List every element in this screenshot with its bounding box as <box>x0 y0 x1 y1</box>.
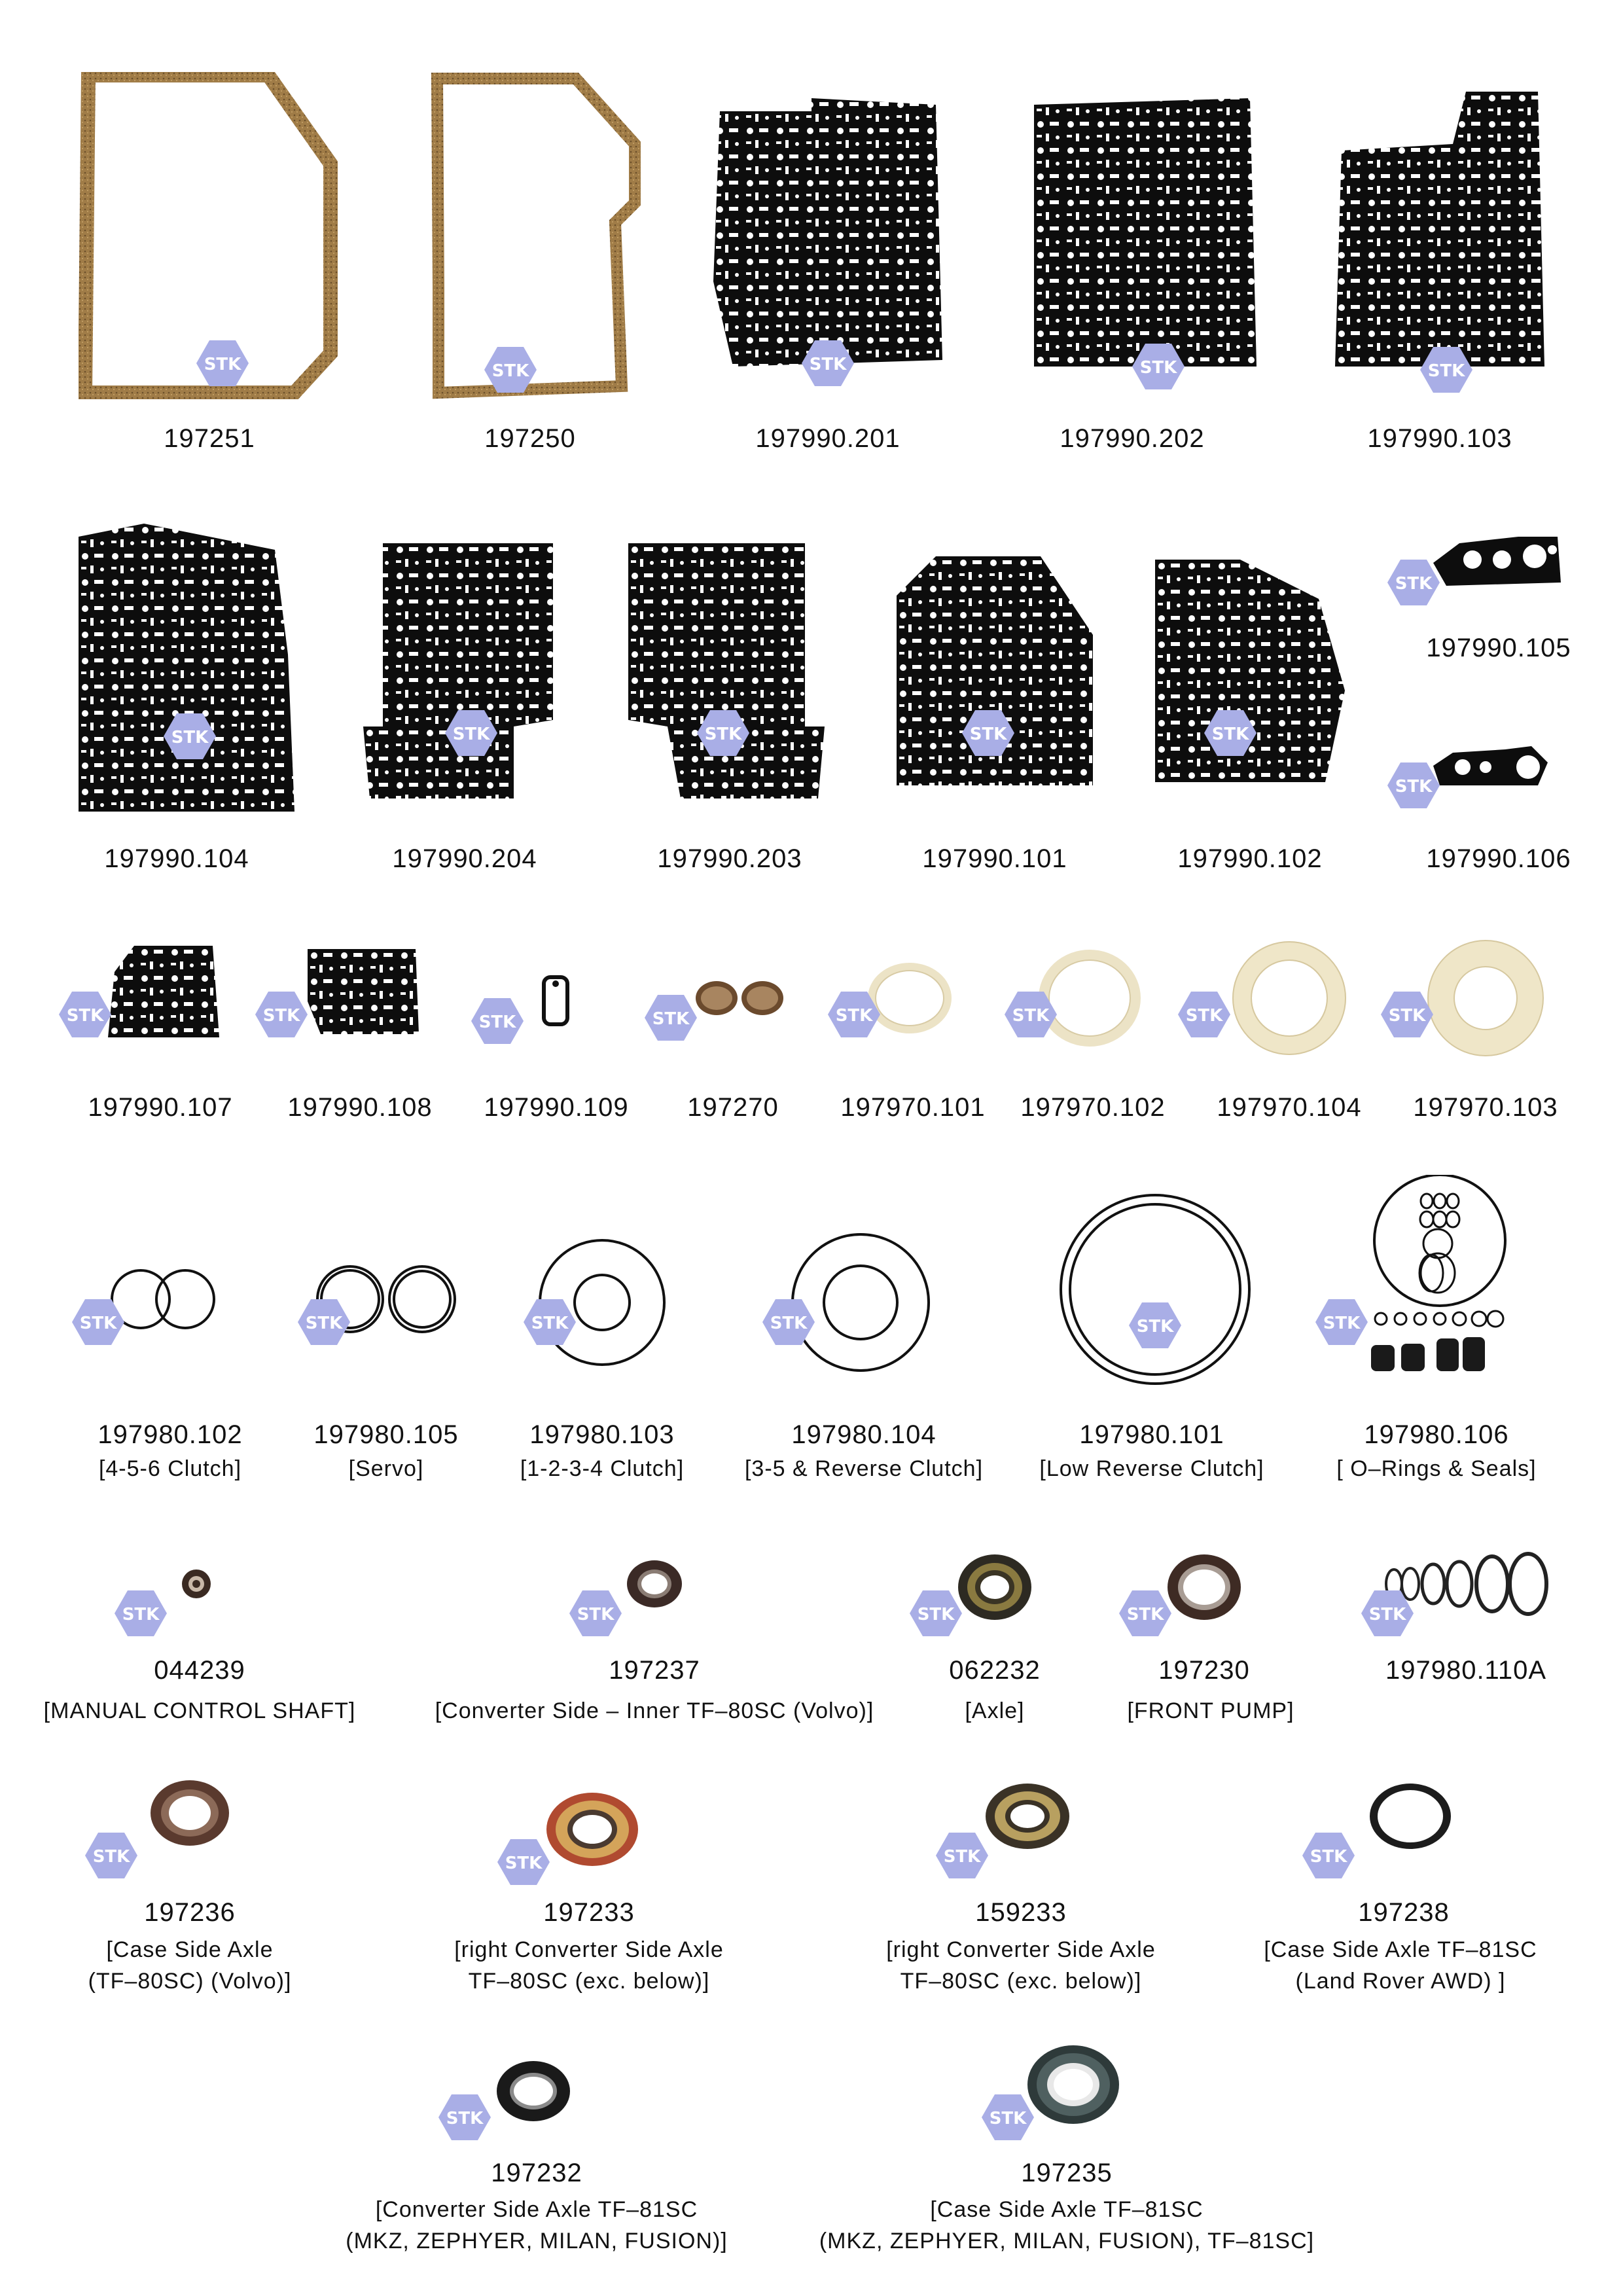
product-code: 197232 <box>491 2159 582 2187</box>
stk-logo-icon <box>524 1299 576 1345</box>
product-code: 197270 <box>687 1093 779 1122</box>
product-description: [3-5 & Reverse Clutch] <box>744 1456 984 1481</box>
axle-seal-image <box>982 1780 1073 1852</box>
product-code: 197980.106 <box>1364 1420 1509 1449</box>
product-description-line2: (MKZ, ZEPHYER, MILAN, FUSION)] <box>346 2229 728 2253</box>
product-description: [Low Reverse Clutch] <box>1039 1456 1264 1481</box>
o-rings-and-seals-image <box>1364 1175 1515 1397</box>
stk-logo-icon <box>1132 344 1185 389</box>
stk-logo-icon <box>936 1833 988 1878</box>
stk-logo-icon <box>1129 1302 1181 1348</box>
small-gasket-image <box>1433 740 1551 792</box>
product-description: [MANUAL CONTROL SHAFT] <box>43 1698 356 1723</box>
stk-logo-icon <box>1005 992 1057 1037</box>
product-description-line1: [right Converter Side Axle <box>886 1937 1156 1962</box>
thrust-washer-image <box>1427 939 1544 1057</box>
axle-seal-image <box>1024 2042 1122 2127</box>
product-code: 197230 <box>1158 1656 1250 1685</box>
stk-logo-icon <box>497 1839 550 1885</box>
separator-plate-gasket-image <box>628 543 825 805</box>
product-code: 197980.104 <box>791 1420 936 1449</box>
separator-plate-gasket-image <box>363 543 560 805</box>
product-code: 197980.101 <box>1079 1420 1224 1449</box>
seal-rings-image <box>1057 1191 1253 1388</box>
product-code: 197990.108 <box>287 1093 433 1122</box>
pump-seal-image <box>1165 1551 1243 1623</box>
product-code: 197990.101 <box>922 844 1067 873</box>
product-description-line1: [Converter Side Axle TF–81SC <box>375 2197 698 2222</box>
separator-plate-gasket-image <box>79 524 294 818</box>
stk-logo-icon <box>445 710 497 756</box>
stk-logo-icon <box>1361 1590 1414 1636</box>
axle-seal-image <box>147 1777 232 1849</box>
stk-logo-icon <box>59 992 111 1037</box>
product-description-line1: [Case Side Axle <box>106 1937 274 1962</box>
stk-logo-icon <box>484 347 537 393</box>
stk-logo-icon <box>645 995 697 1041</box>
stk-logo-icon <box>438 2094 491 2140</box>
stk-logo-icon <box>1119 1590 1171 1636</box>
product-code: 197970.104 <box>1217 1093 1362 1122</box>
thrust-washer-image <box>1230 939 1348 1057</box>
stk-logo-icon <box>762 1299 815 1345</box>
stk-logo-icon <box>982 2094 1034 2140</box>
oil-seal-image <box>625 1558 684 1610</box>
stk-logo-icon <box>962 710 1014 756</box>
product-code: 197980.102 <box>98 1420 243 1449</box>
product-description: [1-2-3-4 Clutch] <box>520 1456 685 1481</box>
product-description: [Servo] <box>348 1456 424 1481</box>
stk-logo-icon <box>298 1299 350 1345</box>
stk-logo-icon <box>1178 992 1230 1037</box>
product-code: 197980.105 <box>313 1420 459 1449</box>
stk-logo-icon <box>196 340 249 386</box>
stk-logo-icon <box>255 992 308 1037</box>
product-code: 197990.102 <box>1177 844 1323 873</box>
stk-logo-icon <box>1302 1833 1355 1878</box>
separator-plate-gasket-image <box>713 98 949 373</box>
stk-logo-icon <box>697 710 749 756</box>
product-description-line1: [Case Side Axle TF–81SC <box>1264 1937 1537 1962</box>
product-code: 197235 <box>1021 2159 1113 2187</box>
product-description-line2: (MKZ, ZEPHYER, MILAN, FUSION), TF–81SC] <box>819 2229 1315 2253</box>
product-code: 197980.110A <box>1385 1656 1547 1685</box>
product-code: 159233 <box>975 1898 1067 1927</box>
seal-rings-image <box>108 1266 219 1332</box>
product-description-line1: [right Converter Side Axle <box>454 1937 724 1962</box>
stk-logo-icon <box>1204 710 1257 756</box>
product-code: 197970.102 <box>1020 1093 1166 1122</box>
product-description-line1: [Case Side Axle TF–81SC <box>930 2197 1204 2222</box>
axle-seal-image <box>955 1551 1034 1623</box>
stk-logo-icon <box>1420 347 1472 393</box>
product-code: 197237 <box>609 1656 700 1685</box>
stk-logo-icon <box>1387 762 1440 808</box>
product-code: 197990.103 <box>1367 424 1512 453</box>
axle-seal-image <box>494 2058 573 2124</box>
stk-logo-icon <box>115 1590 167 1636</box>
stk-logo-icon <box>1381 992 1433 1037</box>
stk-logo-icon <box>164 713 216 759</box>
cup-plug-image <box>694 978 785 1018</box>
stk-logo-icon <box>471 998 524 1044</box>
product-description-line2: TF–80SC (exc. below)] <box>900 1969 1142 1994</box>
stk-logo-icon <box>1387 560 1440 605</box>
product-code: 197990.104 <box>104 844 249 873</box>
product-description: [Converter Side – Inner TF–80SC (Volvo)] <box>435 1698 874 1723</box>
product-code: 044239 <box>154 1656 245 1685</box>
product-description: [FRONT PUMP] <box>1127 1698 1294 1723</box>
axle-seal-image <box>543 1790 641 1869</box>
product-code: 197236 <box>144 1898 236 1927</box>
product-description-line2: (Land Rover AWD) ] <box>1295 1969 1506 1994</box>
product-code: 197251 <box>164 424 255 453</box>
product-code: 197238 <box>1358 1898 1450 1927</box>
product-code: 197990.105 <box>1426 634 1571 662</box>
product-code: 197990.109 <box>484 1093 629 1122</box>
product-code: 197250 <box>484 424 576 453</box>
small-plate-gasket-image <box>308 949 419 1041</box>
product-code: 062232 <box>949 1656 1041 1685</box>
shaft-seal-image <box>180 1568 213 1600</box>
product-code: 197990.203 <box>657 844 802 873</box>
stk-logo-icon <box>910 1590 962 1636</box>
stk-logo-icon <box>802 340 854 386</box>
product-code: 197970.101 <box>840 1093 986 1122</box>
product-code: 197233 <box>543 1898 635 1927</box>
stk-logo-icon <box>1315 1299 1368 1345</box>
product-code: 197990.204 <box>392 844 537 873</box>
small-gasket-image <box>540 972 573 1031</box>
stk-logo-icon <box>85 1833 137 1878</box>
small-plate-gasket-image <box>108 946 219 1044</box>
product-code: 197980.103 <box>529 1420 675 1449</box>
product-code: 197990.107 <box>88 1093 233 1122</box>
product-code: 197990.106 <box>1426 844 1571 873</box>
product-description: [4-5-6 Clutch] <box>98 1456 242 1481</box>
stk-logo-icon <box>72 1299 124 1345</box>
product-code: 197970.103 <box>1413 1093 1558 1122</box>
product-description: [ O–Rings & Seals] <box>1336 1456 1537 1481</box>
small-gasket-image <box>1433 530 1564 589</box>
stk-logo-icon <box>828 992 880 1037</box>
separator-plate-gasket-image <box>1034 92 1257 373</box>
separator-plate-gasket-image <box>897 556 1093 792</box>
product-description-line2: (TF–80SC) (Volvo)] <box>88 1969 292 1994</box>
product-description: [Axle] <box>965 1698 1025 1723</box>
product-code: 197990.201 <box>755 424 901 453</box>
stk-logo-icon <box>569 1590 622 1636</box>
product-code: 197990.202 <box>1060 424 1205 453</box>
separator-plate-gasket-image <box>1335 92 1544 373</box>
axle-seal-image <box>1368 1780 1453 1852</box>
product-description-line2: TF–80SC (exc. below)] <box>468 1969 710 1994</box>
